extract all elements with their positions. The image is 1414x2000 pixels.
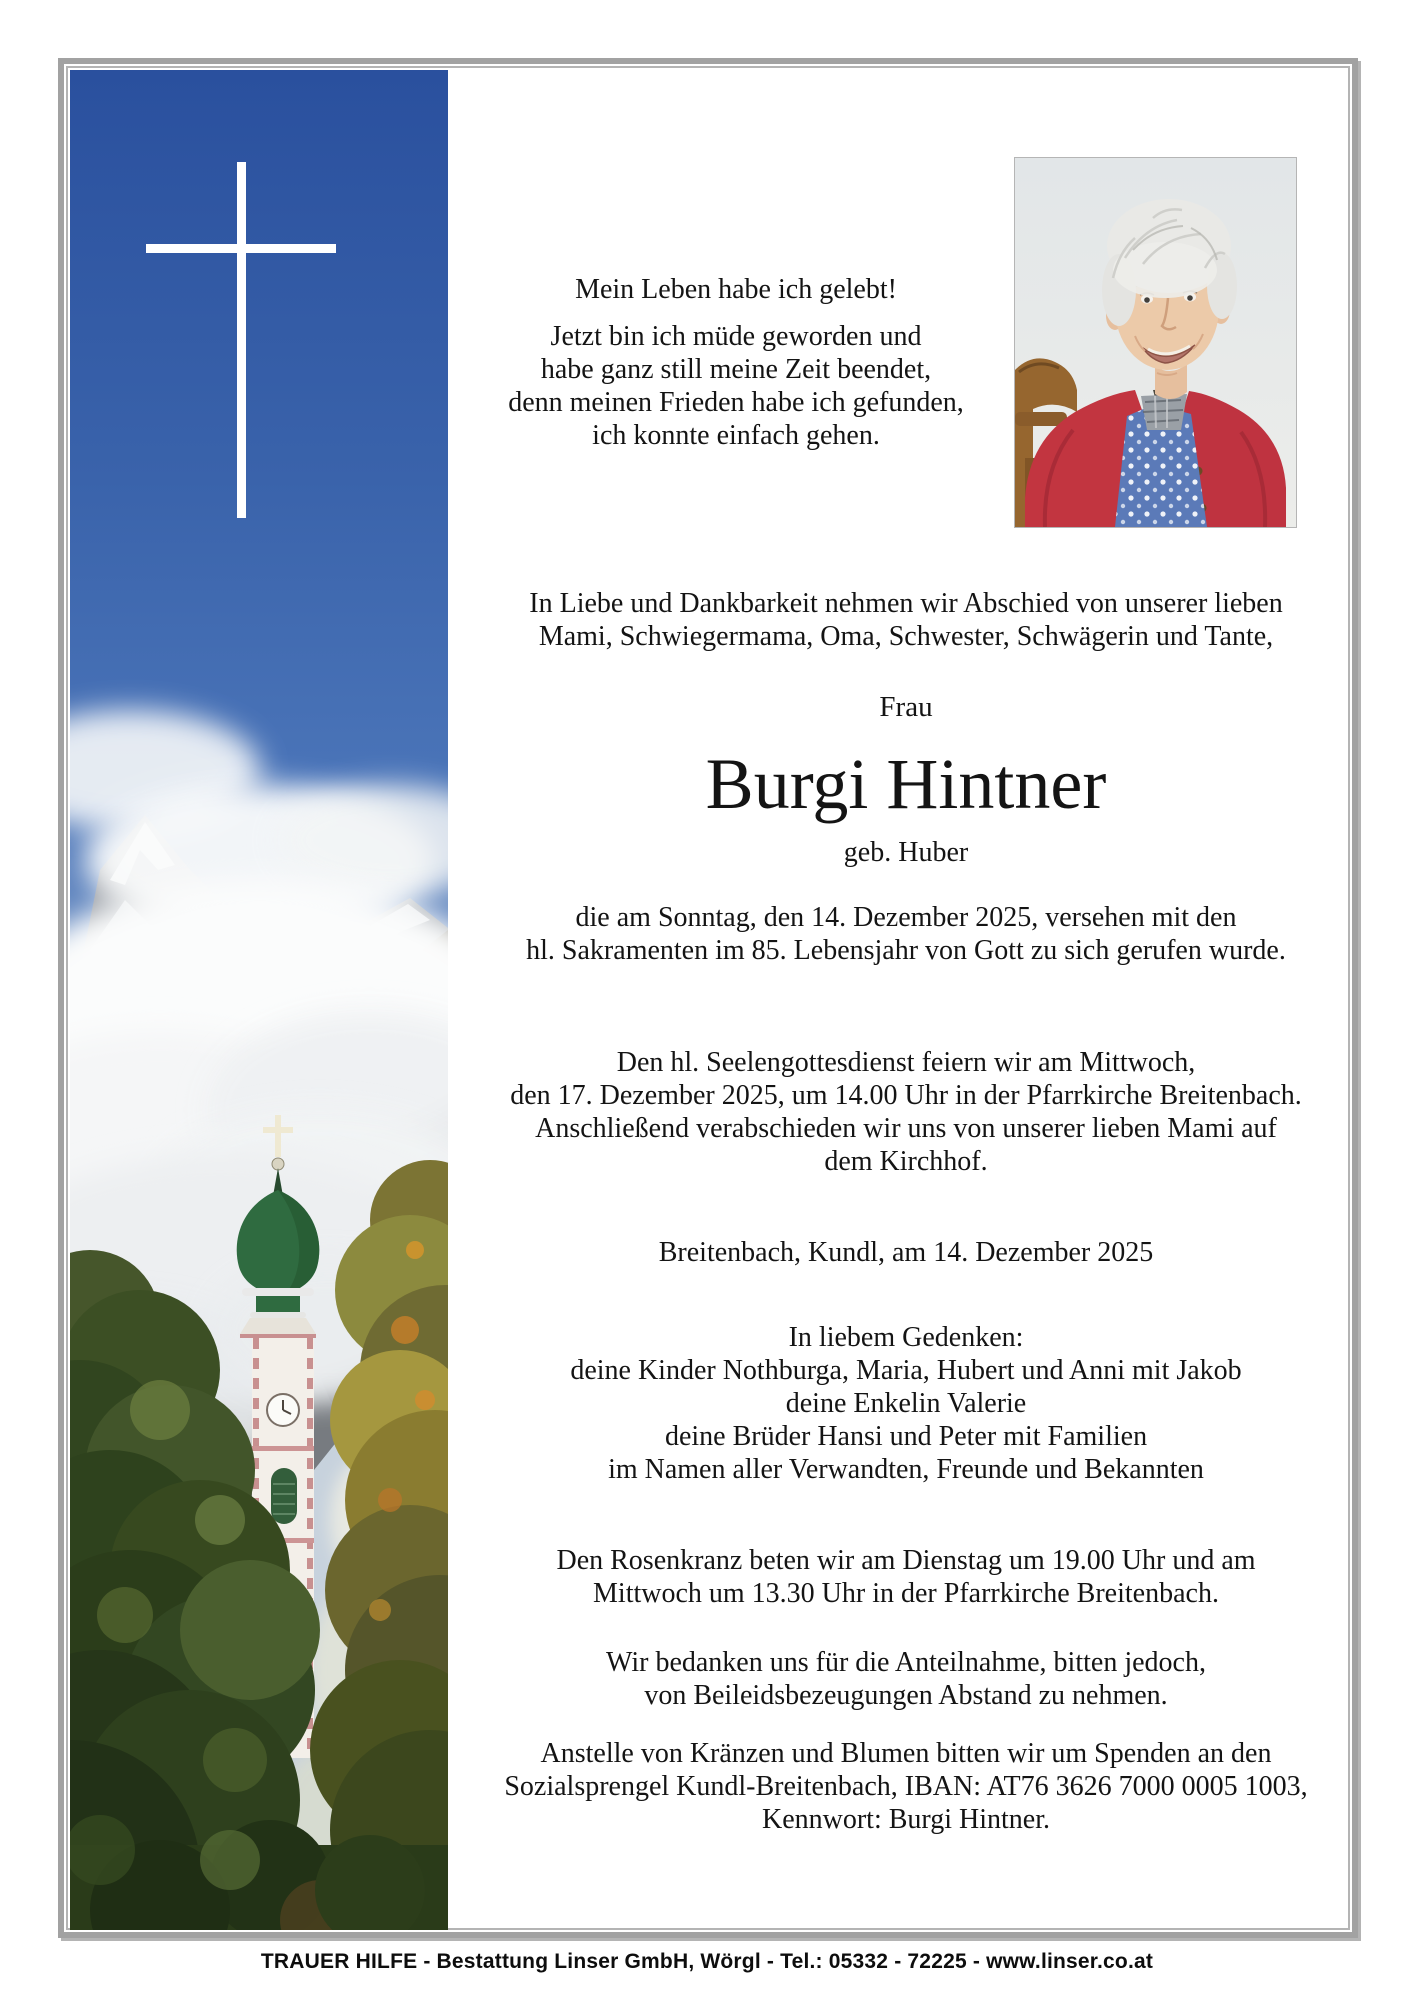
- donation-line: Kennwort: Burgi Hintner.: [761, 1804, 1050, 1835]
- service-info: [450, 1046, 1362, 1178]
- landscape-art: [70, 70, 448, 1930]
- donation-line: Sozialsprengel Kundl-Breitenbach, IBAN: AT76 3626 7000 0005 1003,: [504, 1771, 1308, 1802]
- donation-note: [450, 1737, 1362, 1836]
- intro-line: Mami, Schwiegermama, Oma, Schwester, Schwägerin und Tante,: [538, 621, 1274, 652]
- donation-line: Anstelle von Kränzen und Blumen bitten wir um Spenden an den: [540, 1738, 1272, 1769]
- death-info-line: die am Sonntag, den 14. Dezember 2025, versehen mit den: [575, 902, 1237, 933]
- service-info-line: Anschließend verabschieden wir uns von unserer lieben Mami auf: [535, 1113, 1277, 1144]
- deceased-name: Burgi Hintner: [705, 744, 1107, 824]
- farewell-intro: [450, 587, 1362, 653]
- poem-line: Jetzt bin ich müde geworden und: [550, 321, 922, 352]
- maiden-name: geb. Huber: [843, 837, 969, 868]
- service-info-line: den 17. Dezember 2025, um 14.00 Uhr in der Pfarrkirche Breitenbach.: [510, 1080, 1302, 1111]
- rosary-line: Den Rosenkranz beten wir am Dienstag um 19.00 Uhr und am: [556, 1545, 1256, 1576]
- intro-line: In Liebe und Dankbarkeit nehmen wir Abschied von unserer lieben: [529, 588, 1283, 619]
- thanks-note: [450, 1646, 1362, 1712]
- rosary-line: Mittwoch um 13.30 Uhr in der Pfarrkirche Breitenbach.: [593, 1578, 1219, 1609]
- memorial-line: deine Kinder Nothburga, Maria, Hubert und Anni mit Jakob: [570, 1355, 1242, 1386]
- salutation: Frau: [879, 691, 933, 723]
- portrait-photo: [1014, 157, 1297, 528]
- thanks-line: von Beileidsbezeugungen Abstand zu nehmen.: [644, 1680, 1168, 1711]
- tower-window: [271, 1468, 297, 1524]
- poem-line: Mein Leben habe ich gelebt!: [575, 274, 897, 305]
- death-info-line: hl. Sakramenten im 85. Lebensjahr von Gott zu sich gerufen wurde.: [526, 935, 1286, 966]
- memorial-line: im Namen aller Verwandten, Freunde und Bekannten: [608, 1454, 1204, 1485]
- tower-cross-icon: [275, 1115, 281, 1157]
- funeral-home-footer: TRAUER HILFE - Bestattung Linser GmbH, Wörgl - Tel.: 05332 - 72225 - www.linser.co.at: [260, 1950, 1154, 1973]
- memorial-title: In liebem Gedenken:: [788, 1322, 1024, 1353]
- tower-cross-icon: [263, 1127, 293, 1133]
- memorial-list: [450, 1321, 1362, 1486]
- dateline: Breitenbach, Kundl, am 14. Dezember 2025: [658, 1237, 1154, 1268]
- poem-line: ich konnte einfach gehen.: [592, 420, 880, 451]
- service-info-line: dem Kirchhof.: [824, 1146, 988, 1177]
- landscape-photo: [70, 70, 448, 1930]
- memorial-line: deine Enkelin Valerie: [785, 1388, 1027, 1419]
- service-info-line: Den hl. Seelengottesdienst feiern wir am Mittwoch,: [616, 1047, 1196, 1078]
- poem-line: denn meinen Frieden habe ich gefunden,: [508, 387, 964, 418]
- rosary-info: [450, 1544, 1362, 1610]
- thanks-line: Wir bedanken uns für die Anteilnahme, bitten jedoch,: [606, 1647, 1206, 1678]
- memorial-line: deine Brüder Hansi und Peter mit Familien: [664, 1421, 1148, 1452]
- portrait-art: [1015, 158, 1296, 527]
- death-info: [450, 901, 1362, 967]
- opening-poem: [455, 273, 1017, 452]
- poem-line: habe ganz still meine Zeit beendet,: [540, 354, 932, 385]
